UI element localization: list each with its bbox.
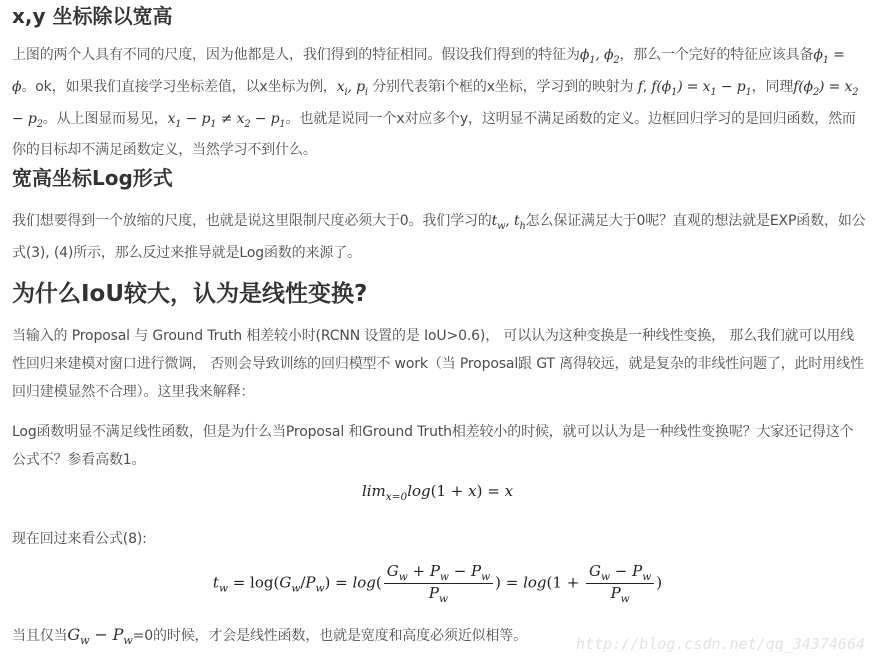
section-heading-log: 宽高坐标Log形式 (12, 166, 173, 190)
section-paragraph-iou-2: Log函数明显不满足线性函数，但是为什么当Proposal 和Ground Truth相差较小的时候，就可以认为是一种线性变换呢？大家还记得这个公式不？参看高数1。 (12, 424, 854, 468)
section-heading-xy: x,y 坐标除以宽高 (12, 4, 173, 28)
formula-tw: $t_w = \log(G_w/P_w) = \log$( $\frac{G_w + P_w - P_w}{P_w}$ ) = log(1 + $\frac{G_w - P_w}{P_w}$ ) (212, 562, 663, 605)
section-paragraph-iou-3: 现在回过来看公式(8): (12, 531, 147, 547)
section-paragraph-log: 我们想要得到一个放缩的尺度，也就是说这里限制尺度必须大于0。我们学习的$t_w$, $t_h$怎么保证满足大于0呢？直观的想法就是EXP函数，如公式(3), (4)所示，那么反过来推导就是Log函数的来源了。 (12, 213, 866, 261)
section-paragraph-xy: 上图的两个人具有不同的尺度，因为他都是人，我们得到的特征相同。假设我们得到的特征为$\phi_1$, $\phi_2$，那么一个完好的特征应该具备$\phi_1 = \phi$。ok，如果我们直接学习坐标差值，以x坐标为例，$x_i$, $p_i$ 分别代表第i个框的x坐标，学习到的映射为 f, $f(\phi_1) = x_1 - p_1$，同理$f(\phi_2) = x_2 - p_2$。从上图显而易见，$x_1 - p_1 \ne x_2 - p_1$。也就是说同一个x对应多个y，这明显不满足函数的定义。边框回归学习的是回归函数，然而你的目标却不满足函数定义，当然学习不到什么。 (12, 47, 859, 159)
section-heading-iou: 为什么IoU较大，认为是线性变换? (12, 281, 368, 307)
section-paragraph-iou-4: 当且仅当$G_w - P_w=0$的时候，才会是线性函数，也就是宽度和高度必须近似相等。 (12, 625, 527, 648)
formula-limit: $\lim_{x=0}\log(1 + x) = x$ (361, 482, 514, 503)
section-paragraph-iou-1: 当输入的 Proposal 与 Ground Truth 相差较小时(RCNN 设置的是 IoU>0.6)， 可以认为这种变换是一种线性变换， 那么我们就可以用线性回归来建模对窗口进行微调， 否则会导致训练的回归模型不 work（当 Proposal跟 GT 离得较远，就是复杂的非线性问题了，此时用线性回归建模显然不合理）。这里我来解释： (12, 328, 864, 400)
watermark-text: http://blog.csdn.net/qq_34374664 (576, 635, 865, 653)
